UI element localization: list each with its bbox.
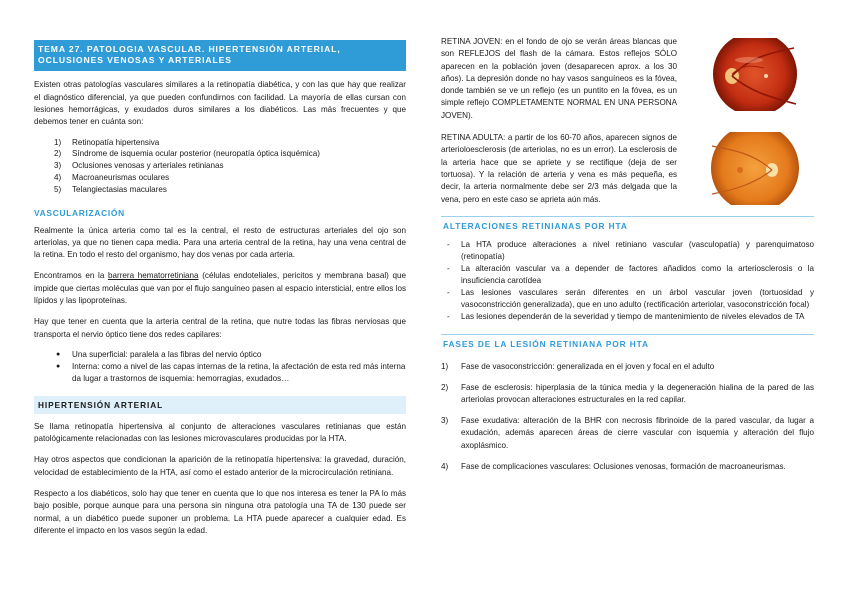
list-item: 2) Fase de esclerosis: hiperplasia de la túnica media y la degeneración hialina de la pared de las arteriolas provocan alteraciones estructurales en la red capilar. bbox=[441, 382, 814, 404]
retina-joven-paragraph: RETINA JOVEN: en el fondo de ojo se verán áreas blancas que son REFLEJOS del flash de la cámara. Estos reflejos SÓLO aparecen en la población joven (desaparecen aprox. a los 30 años). La depresión donde no hay vasos sanguíneos es la fóvea, donde también se ve un reflejo (es un puntito en la fóvea, es un simple reflejo COMPLETAMENTE NORMAL EN UNA PERSONA JOVEN). bbox=[441, 37, 677, 120]
hta-paragraph-2: Hay otros aspectos que condicionan la aparición de la retinopatía hipertensiva: la gravedad, duración, velocidad de establecimiento de la HTA, así como el estado anterior de la microcirculación retiniana. bbox=[34, 455, 406, 477]
vasc-paragraph-1: Realmente la única arteria como tal es la central, el resto de estructuras arteriales del ojo son arteriolas, ya que no tienen capa media. Para una arteria central de la retina, hay una vena central de la retina. En todo el resto del organismo, hay dos venas por cada arteria. bbox=[34, 225, 406, 260]
list-item: 1) Retinopatía hipertensiva bbox=[54, 137, 160, 147]
alteraciones-heading: ALTERACIONES RETINIANAS POR HTA bbox=[441, 216, 814, 231]
list-item: - Las lesiones dependerán de la severidad y tiempo de mantenimiento de niveles elevados de TA bbox=[447, 312, 805, 322]
topic-title: TEMA 27. PATOLOGIA VASCULAR. HIPERTENSIÓN ARTERIAL, OCLUSIONES VENOSAS Y ARTERIALES bbox=[34, 40, 406, 71]
list-item: - Las lesiones vasculares serán diferentes en un árbol vascular joven (tortuosidad y vasoconstricción generalizada), que en uno adulto (rectificación arteriolar, vasoconstricción focal) bbox=[447, 288, 814, 310]
alteraciones-list bbox=[441, 239, 814, 324]
list-item: 4) Fase de complicaciones vasculares: Oclusiones venosas, formación de macroaneurismas. bbox=[441, 461, 786, 471]
vasc-paragraph-2: Encontramos en la barrera hematorretiniana (células endoteliales, pericitos y membrana basal) que impide que ciertas moléculas que van por el flujo sanguíneo pasen al espacio intersticial, entre ellos los lípidos y las lipoproteínas. bbox=[34, 271, 407, 305]
retina-adulta-paragraph: RETINA ADULTA: a partir de los 60-70 años, aparecen signos de arterioloesclerosis (de arteriolas, no es un error). La esclerosis de la arteria hace que se apriete y se rectifique (deja de ser tortuosa). Y la relación de arteria y vena es más pequeña, es decir, la arteria normalmente debe ser 2/3 más delgada que la vena, pero en este caso se aprieta aún más. bbox=[441, 133, 677, 204]
list-item: 4) Macroaneurismas oculares bbox=[54, 172, 170, 182]
young-retina-image bbox=[694, 38, 816, 111]
left-column bbox=[34, 40, 406, 537]
list-item: - La HTA produce alteraciones a nivel retiniano vascular (vasculopatía) y parenquimatoso (retinopatía) bbox=[447, 239, 814, 261]
fases-list bbox=[441, 361, 814, 473]
list-item: ● Interna: como a nivel de las capas internas de la retina, la afectación de esta red más interna da lugar a trastornos de isquemia: hemorragias, exudados… bbox=[56, 361, 406, 383]
intro-paragraph: Existen otras patologías vasculares similares a la retinopatía diabética, y con las que hay que realizar el diagnóstico diferencial, ya que pueden confundirnos con facilidad. La mayoría de ellas cursan con lesiones hemorrágicas, y exudados duros similares a los diabéticos. Las más frecuentes y que debemos tener en cuánta son: bbox=[34, 80, 406, 127]
list-item: 3) Oclusiones venosas y arteriales retinianas bbox=[54, 161, 224, 171]
capillary-list bbox=[34, 349, 406, 385]
hta-heading: HIPERTENSIÓN ARTERIAL bbox=[34, 396, 406, 414]
list-item: 5) Telangiectasias maculares bbox=[54, 184, 167, 194]
adult-retina-image bbox=[694, 132, 816, 205]
list-item: ● Una superficial: paralela a las fibras del nervio óptico bbox=[56, 349, 262, 359]
pathology-list bbox=[34, 137, 406, 196]
list-item: - La alteración vascular va a depender de factores añadidos como la arteriosclerosis o la insuficiencia carotídea bbox=[447, 264, 814, 286]
hta-paragraph-3: Respecto a los diabéticos, solo hay que tener en cuenta que lo que nos interesa es tener la PA lo más bajo posible, porque aunque para una persona sin ninguna otra patología una TA de 130 puede ser normal, a un diabético puede suponer un problema. La HTA puede aparecer a cualquier edad. Es diferente el impacto en los vasos según la edad. bbox=[34, 489, 406, 535]
vasc-paragraph-3: Hay que tener en cuenta que la arteria central de la retina, que nutre todas las fibras nerviosas que transporta el nervio óptico tiene dos redes capilares: bbox=[34, 317, 406, 339]
list-item: 1) Fase de vasoconstricción: generalizada en el joven y focal en el adulto bbox=[441, 361, 715, 371]
list-item: 3) Fase exudativa: alteración de la BHR con necrosis fibrinoide de la pared vascular, da lugar a exudación, además aparecen áreas de cierre vascular con isquemia y alteración del flujo axoplásmico. bbox=[441, 416, 814, 450]
barrera-link: barrera hematorretiniana bbox=[108, 271, 199, 281]
list-item: 2) Síndrome de isquemia ocular posterior (neuropatía óptica isquémica) bbox=[54, 149, 320, 159]
fases-heading: FASES DE LA LESIÓN RETINIANA POR HTA bbox=[441, 334, 814, 349]
hta-paragraph-1: Se llama retinopatía hipertensiva al conjunto de alteraciones vasculares retinianas que están patológicamente relacionadas con las lesiones microvasculares producidas por la HTA. bbox=[34, 421, 406, 444]
vascularizacion-heading: VASCULARIZACIÓN bbox=[34, 207, 125, 218]
